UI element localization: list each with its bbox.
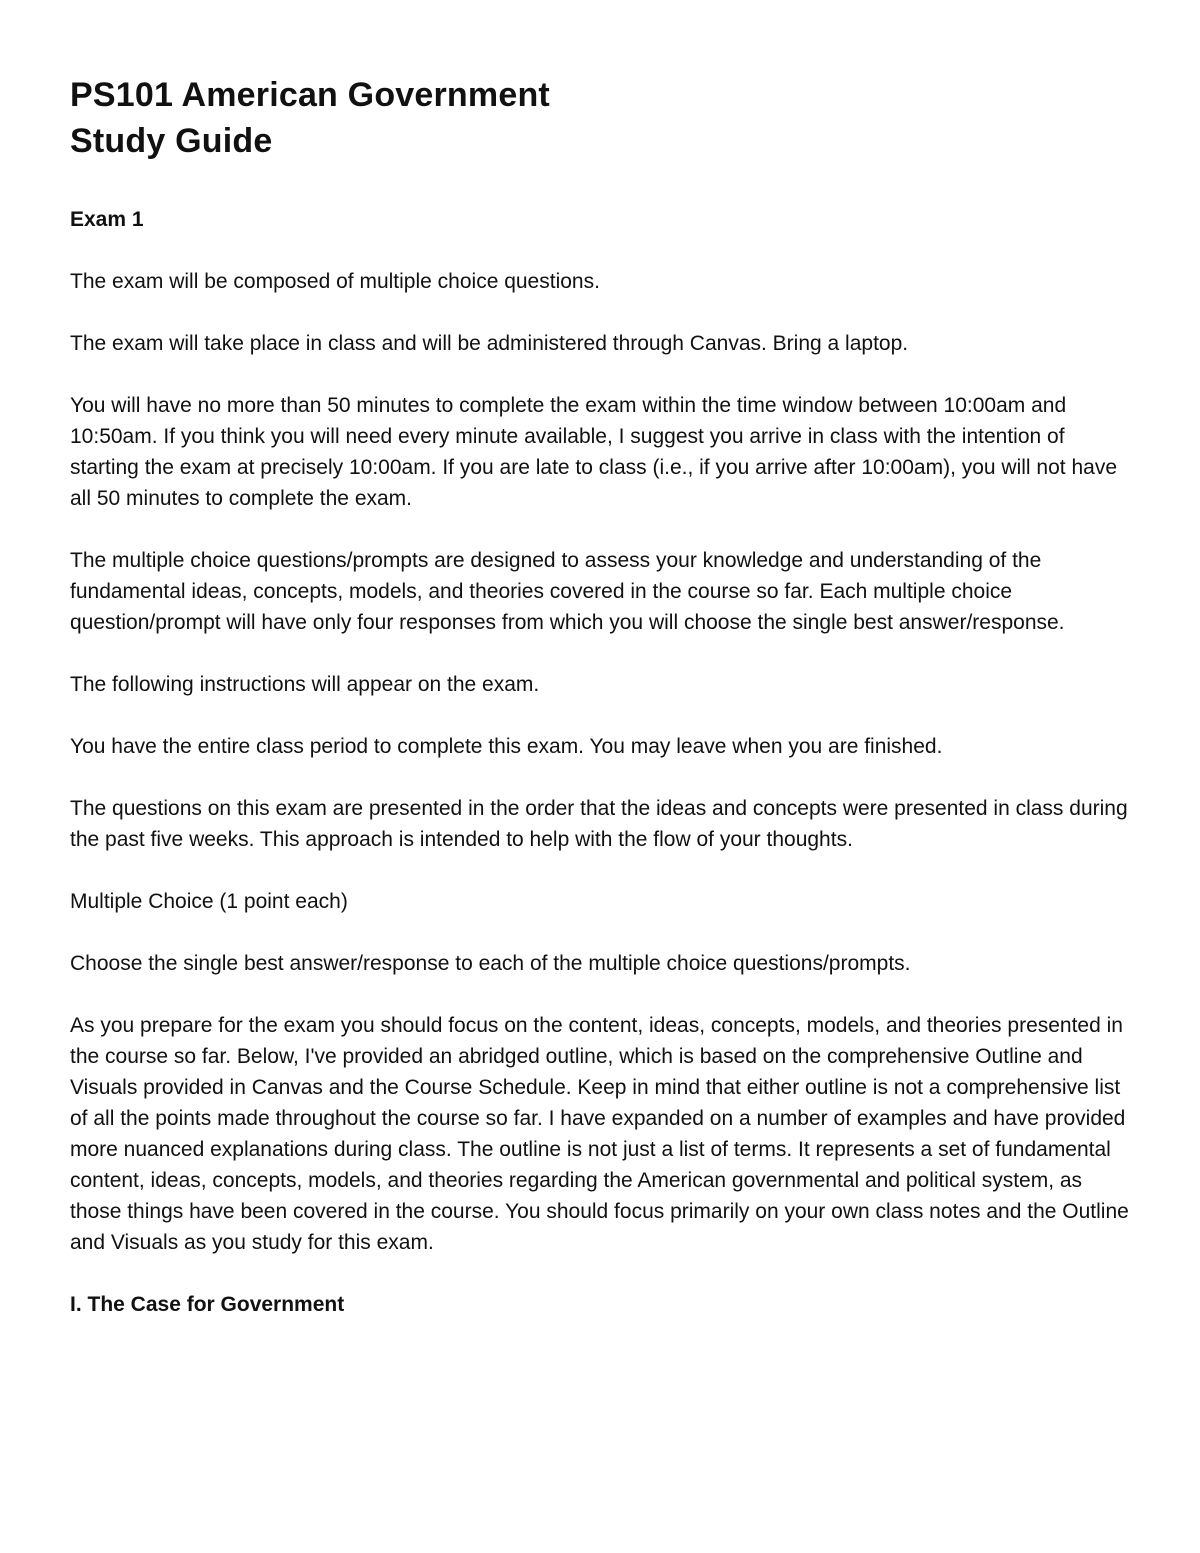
instruction-choose-best: Choose the single best answer/response to each of the multiple choice questions/prompts. [70,952,911,975]
paragraph-instructions-intro: The following instructions will appear on the exam. [70,673,540,696]
document-title-line2: Study Guide [70,122,273,160]
document-title-line1: PS101 American Government [70,76,550,114]
instruction-multiple-choice-points: Multiple Choice (1 point each) [70,890,348,913]
paragraph-exam-format: The exam will be composed of multiple choice questions. [70,270,600,293]
paragraph-question-design: The multiple choice questions/prompts are designed to assess your knowledge and understanding of the fundamental ideas, concepts, models, and theories covered in the course so far. Each multiple choice question/prompt will have only four responses from which you will choose the single best answer/response. [70,549,1065,634]
exam-heading: Exam 1 [70,208,144,231]
paragraph-exam-timing: You will have no more than 50 minutes to complete the exam within the time window between 10:00am and 10:50am. If you think you will need every minute available, I suggest you arrive in class with the intention of starting the exam at precisely 10:00am. If you are late to class (i.e., if you arrive after 10:00am), you will not have all 50 minutes to complete the exam. [70,394,1117,510]
paragraph-preparation: As you prepare for the exam you should focus on the content, ideas, concepts, models, and theories presented in the course so far. Below, I've provided an abridged outline, which is based on the comprehensive Outline and Visuals provided in Canvas and the Course Schedule. Keep in mind that either outline is not a comprehensive list of all the points made throughout the course so far. I have expanded on a number of examples and have provided more nuanced explanations during class. The outline is not just a list of terms. It represents a set of fundamental content, ideas, concepts, models, and theories regarding the American governmental and political system, as those things have been covered in the course. You should focus primarily on your own class notes and the Outline and Visuals as you study for this exam. [70,1014,1129,1254]
instruction-class-period: You have the entire class period to complete this exam. You may leave when you are finished. [70,735,943,758]
instruction-question-order: The questions on this exam are presented in the order that the ideas and concepts were presented in class during the past five weeks. This approach is intended to help with the flow of your thoughts. [70,797,1128,851]
section-heading-case-for-government: I. The Case for Government [70,1293,345,1316]
document-title [70,72,1130,164]
document-body [70,72,1130,1320]
paragraph-exam-location: The exam will take place in class and will be administered through Canvas. Bring a laptop. [70,332,909,355]
